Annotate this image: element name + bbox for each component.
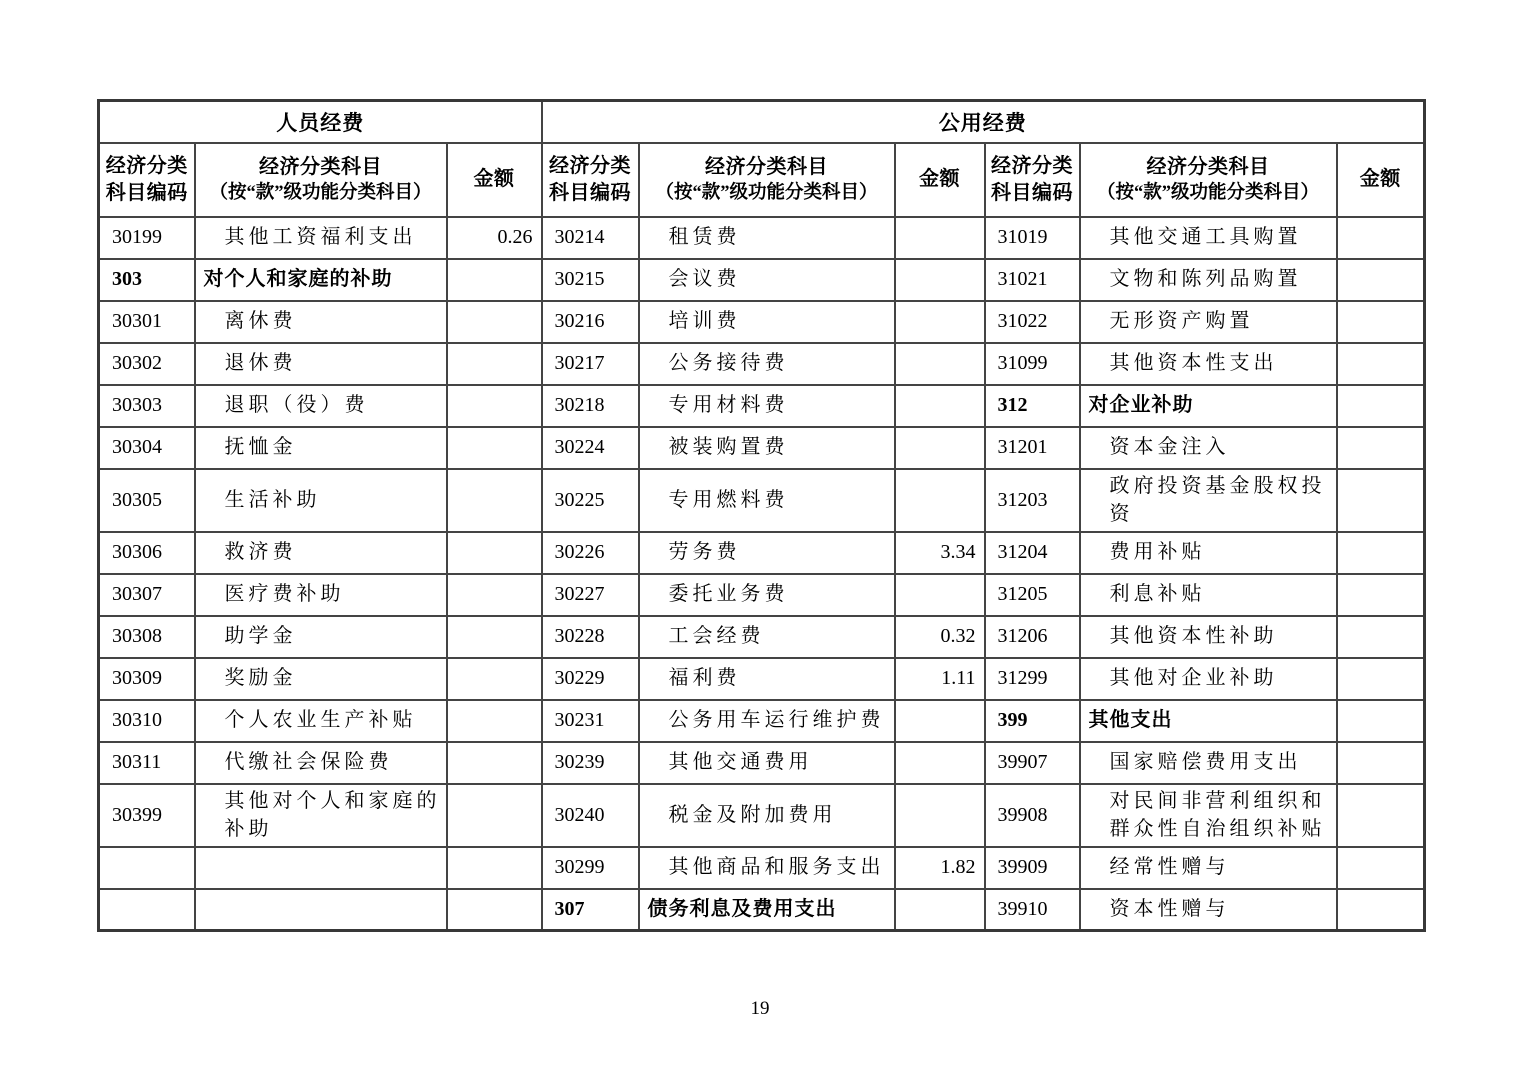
code-cell: 30311: [99, 742, 195, 784]
code-cell: 30225: [542, 469, 639, 532]
amount-cell: [1337, 574, 1425, 616]
amount-cell: [895, 889, 985, 931]
subject-cell: 文物和陈列品购置: [1080, 259, 1337, 301]
table-row: [99, 217, 1425, 259]
table-row: [99, 847, 1425, 889]
amount-cell: [895, 427, 985, 469]
table-row: [99, 343, 1425, 385]
amount-cell: [1337, 742, 1425, 784]
amount-cell: [895, 700, 985, 742]
table-row: [99, 385, 1425, 427]
column-header-subject: [639, 143, 895, 217]
code-cell: 30239: [542, 742, 639, 784]
subject-cell: 费用补贴: [1080, 532, 1337, 574]
code-cell: 30309: [99, 658, 195, 700]
subject-cell: 委托业务费: [639, 574, 895, 616]
code-cell: 30231: [542, 700, 639, 742]
subject-cell: 医疗费补助: [195, 574, 447, 616]
code-cell: 30307: [99, 574, 195, 616]
amount-cell: 0.26: [447, 217, 542, 259]
code-cell: 30224: [542, 427, 639, 469]
subject-cell: 培训费: [639, 301, 895, 343]
amount-cell: [447, 742, 542, 784]
code-cell: 30240: [542, 784, 639, 847]
subject-cell: 福利费: [639, 658, 895, 700]
table-row: [99, 259, 1425, 301]
subject-cell: [195, 889, 447, 931]
subject-cell: 其他商品和服务支出: [639, 847, 895, 889]
table-row: [99, 784, 1425, 847]
table-row: [99, 700, 1425, 742]
subject-cell: 退休费: [195, 343, 447, 385]
table-row: [99, 616, 1425, 658]
amount-cell: [447, 658, 542, 700]
code-cell: 30306: [99, 532, 195, 574]
amount-cell: 0.32: [895, 616, 985, 658]
subject-header-line2: （按“款”级功能分类科目）: [209, 182, 432, 203]
group-header-row: [99, 101, 1425, 143]
code-cell: 31206: [985, 616, 1080, 658]
code-cell: 31201: [985, 427, 1080, 469]
amount-cell: [1337, 700, 1425, 742]
group-header-label: 人员经费: [99, 101, 542, 143]
amount-cell: [1337, 616, 1425, 658]
code-cell: 31203: [985, 469, 1080, 532]
column-header-subject: [195, 143, 447, 217]
amount-cell: [447, 259, 542, 301]
subject-cell: 其他对个人和家庭的补助: [195, 784, 447, 847]
table-row: [99, 427, 1425, 469]
subject-cell: 抚恤金: [195, 427, 447, 469]
column-header-subject: [1080, 143, 1337, 217]
subject-cell: 其他支出: [1080, 700, 1337, 742]
amount-cell: [895, 469, 985, 532]
subject-cell: 会议费: [639, 259, 895, 301]
amount-cell: [447, 616, 542, 658]
code-header-line1: 经济分类: [991, 154, 1074, 177]
amount-cell: [447, 532, 542, 574]
table-row: [99, 658, 1425, 700]
subject-cell: 奖励金: [195, 658, 447, 700]
code-cell: 31099: [985, 343, 1080, 385]
code-cell: 30217: [542, 343, 639, 385]
subject-cell: 代缴社会保险费: [195, 742, 447, 784]
column-header-code: [99, 143, 195, 217]
amount-cell: [1337, 847, 1425, 889]
code-cell: 31204: [985, 532, 1080, 574]
code-cell: 39908: [985, 784, 1080, 847]
code-cell: 312: [985, 385, 1080, 427]
code-cell: 30399: [99, 784, 195, 847]
table-body: [99, 217, 1425, 931]
subject-cell: 工会经费: [639, 616, 895, 658]
subject-header-line1: 经济分类科目: [259, 155, 382, 178]
column-header-code: [985, 143, 1080, 217]
subject-cell: 劳务费: [639, 532, 895, 574]
amount-cell: [1337, 784, 1425, 847]
subject-cell: 债务利息及费用支出: [639, 889, 895, 931]
subject-cell: 个人农业生产补贴: [195, 700, 447, 742]
code-cell: 30299: [542, 847, 639, 889]
code-header-line2: 科目编码: [549, 181, 632, 204]
code-cell: 30308: [99, 616, 195, 658]
amount-cell: [447, 700, 542, 742]
subject-cell: 税金及附加费用: [639, 784, 895, 847]
subject-cell: 公务接待费: [639, 343, 895, 385]
subject-header-line2: （按“款”级功能分类科目）: [655, 182, 878, 203]
code-header-line1: 经济分类: [549, 154, 632, 177]
amount-cell: [895, 784, 985, 847]
code-header-line1: 经济分类: [105, 154, 188, 177]
code-cell: 30229: [542, 658, 639, 700]
table-row: [99, 742, 1425, 784]
amount-cell: [447, 427, 542, 469]
code-cell: [99, 889, 195, 931]
subject-cell: 公务用车运行维护费: [639, 700, 895, 742]
amount-cell: [447, 847, 542, 889]
subject-cell: 离休费: [195, 301, 447, 343]
amount-cell: [1337, 532, 1425, 574]
amount-cell: [447, 469, 542, 532]
code-cell: 307: [542, 889, 639, 931]
code-cell: 30303: [99, 385, 195, 427]
code-cell: 30214: [542, 217, 639, 259]
column-header-amount: 金额: [895, 143, 985, 217]
subject-cell: 政府投资基金股权投资: [1080, 469, 1337, 532]
table-row: [99, 532, 1425, 574]
subject-cell: 救济费: [195, 532, 447, 574]
subject-cell: 无形资产购置: [1080, 301, 1337, 343]
page-number: 19: [750, 998, 770, 1019]
code-cell: 30304: [99, 427, 195, 469]
code-cell: 30305: [99, 469, 195, 532]
table-row: [99, 889, 1425, 931]
code-cell: 30218: [542, 385, 639, 427]
amount-cell: [447, 889, 542, 931]
code-cell: 30215: [542, 259, 639, 301]
amount-cell: [1337, 259, 1425, 301]
code-cell: 30227: [542, 574, 639, 616]
amount-cell: [895, 259, 985, 301]
amount-cell: [895, 343, 985, 385]
code-cell: 31299: [985, 658, 1080, 700]
code-cell: 31022: [985, 301, 1080, 343]
subject-cell: 资本金注入: [1080, 427, 1337, 469]
amount-cell: [447, 574, 542, 616]
subject-cell: 其他工资福利支出: [195, 217, 447, 259]
amount-cell: [1337, 469, 1425, 532]
subject-cell: 对个人和家庭的补助: [195, 259, 447, 301]
column-header-amount: 金额: [1337, 143, 1425, 217]
code-cell: 30301: [99, 301, 195, 343]
table-row: [99, 469, 1425, 532]
amount-cell: [447, 301, 542, 343]
amount-cell: [447, 343, 542, 385]
code-cell: 399: [985, 700, 1080, 742]
subject-cell: 资本性赠与: [1080, 889, 1337, 931]
subject-cell: 专用燃料费: [639, 469, 895, 532]
amount-cell: [1337, 301, 1425, 343]
subject-cell: 助学金: [195, 616, 447, 658]
subject-header-line1: 经济分类科目: [705, 155, 829, 178]
code-cell: 39907: [985, 742, 1080, 784]
subject-cell: 其他资本性支出: [1080, 343, 1337, 385]
column-header-code: [542, 143, 639, 217]
code-cell: 31019: [985, 217, 1080, 259]
code-cell: 39909: [985, 847, 1080, 889]
amount-cell: [895, 301, 985, 343]
amount-cell: [895, 217, 985, 259]
column-header-row: [99, 143, 1425, 217]
amount-cell: [1337, 427, 1425, 469]
code-cell: 30226: [542, 532, 639, 574]
subject-cell: 对民间非营利组织和群众性自治组织补贴: [1080, 784, 1337, 847]
code-cell: 30199: [99, 217, 195, 259]
amount-cell: [1337, 889, 1425, 931]
code-header-line2: 科目编码: [991, 181, 1074, 204]
code-cell: [99, 847, 195, 889]
subject-cell: 其他交通工具购置: [1080, 217, 1337, 259]
amount-cell: [1337, 217, 1425, 259]
amount-cell: [1337, 343, 1425, 385]
amount-cell: [1337, 658, 1425, 700]
subject-cell: 专用材料费: [639, 385, 895, 427]
subject-cell: 其他交通费用: [639, 742, 895, 784]
code-cell: 30216: [542, 301, 639, 343]
code-cell: 30228: [542, 616, 639, 658]
amount-cell: [447, 784, 542, 847]
subject-cell: 经常性赠与: [1080, 847, 1337, 889]
amount-cell: 1.82: [895, 847, 985, 889]
subject-cell: 其他对企业补助: [1080, 658, 1337, 700]
subject-cell: 国家赔偿费用支出: [1080, 742, 1337, 784]
subject-cell: 其他资本性补助: [1080, 616, 1337, 658]
subject-cell: 被装购置费: [639, 427, 895, 469]
table-row: [99, 574, 1425, 616]
amount-cell: 1.11: [895, 658, 985, 700]
table-row: [99, 301, 1425, 343]
group-header-label: 公用经费: [542, 101, 1425, 143]
amount-cell: [895, 385, 985, 427]
code-cell: 30310: [99, 700, 195, 742]
amount-cell: [895, 574, 985, 616]
budget-table: [97, 99, 1426, 932]
code-header-line2: 科目编码: [105, 181, 188, 204]
code-cell: 39910: [985, 889, 1080, 931]
amount-cell: [895, 742, 985, 784]
subject-header-line1: 经济分类科目: [1146, 155, 1270, 178]
code-cell: 31205: [985, 574, 1080, 616]
subject-header-line2: （按“款”级功能分类科目）: [1097, 182, 1320, 203]
code-cell: 31021: [985, 259, 1080, 301]
subject-cell: 对企业补助: [1080, 385, 1337, 427]
column-header-amount: 金额: [447, 143, 542, 217]
amount-cell: [447, 385, 542, 427]
amount-cell: [1337, 385, 1425, 427]
subject-cell: 租赁费: [639, 217, 895, 259]
subject-cell: 生活补助: [195, 469, 447, 532]
table-header: [99, 101, 1425, 217]
subject-cell: 退职（役）费: [195, 385, 447, 427]
code-cell: 30302: [99, 343, 195, 385]
subject-cell: 利息补贴: [1080, 574, 1337, 616]
subject-cell: [195, 847, 447, 889]
code-cell: 303: [99, 259, 195, 301]
amount-cell: 3.34: [895, 532, 985, 574]
